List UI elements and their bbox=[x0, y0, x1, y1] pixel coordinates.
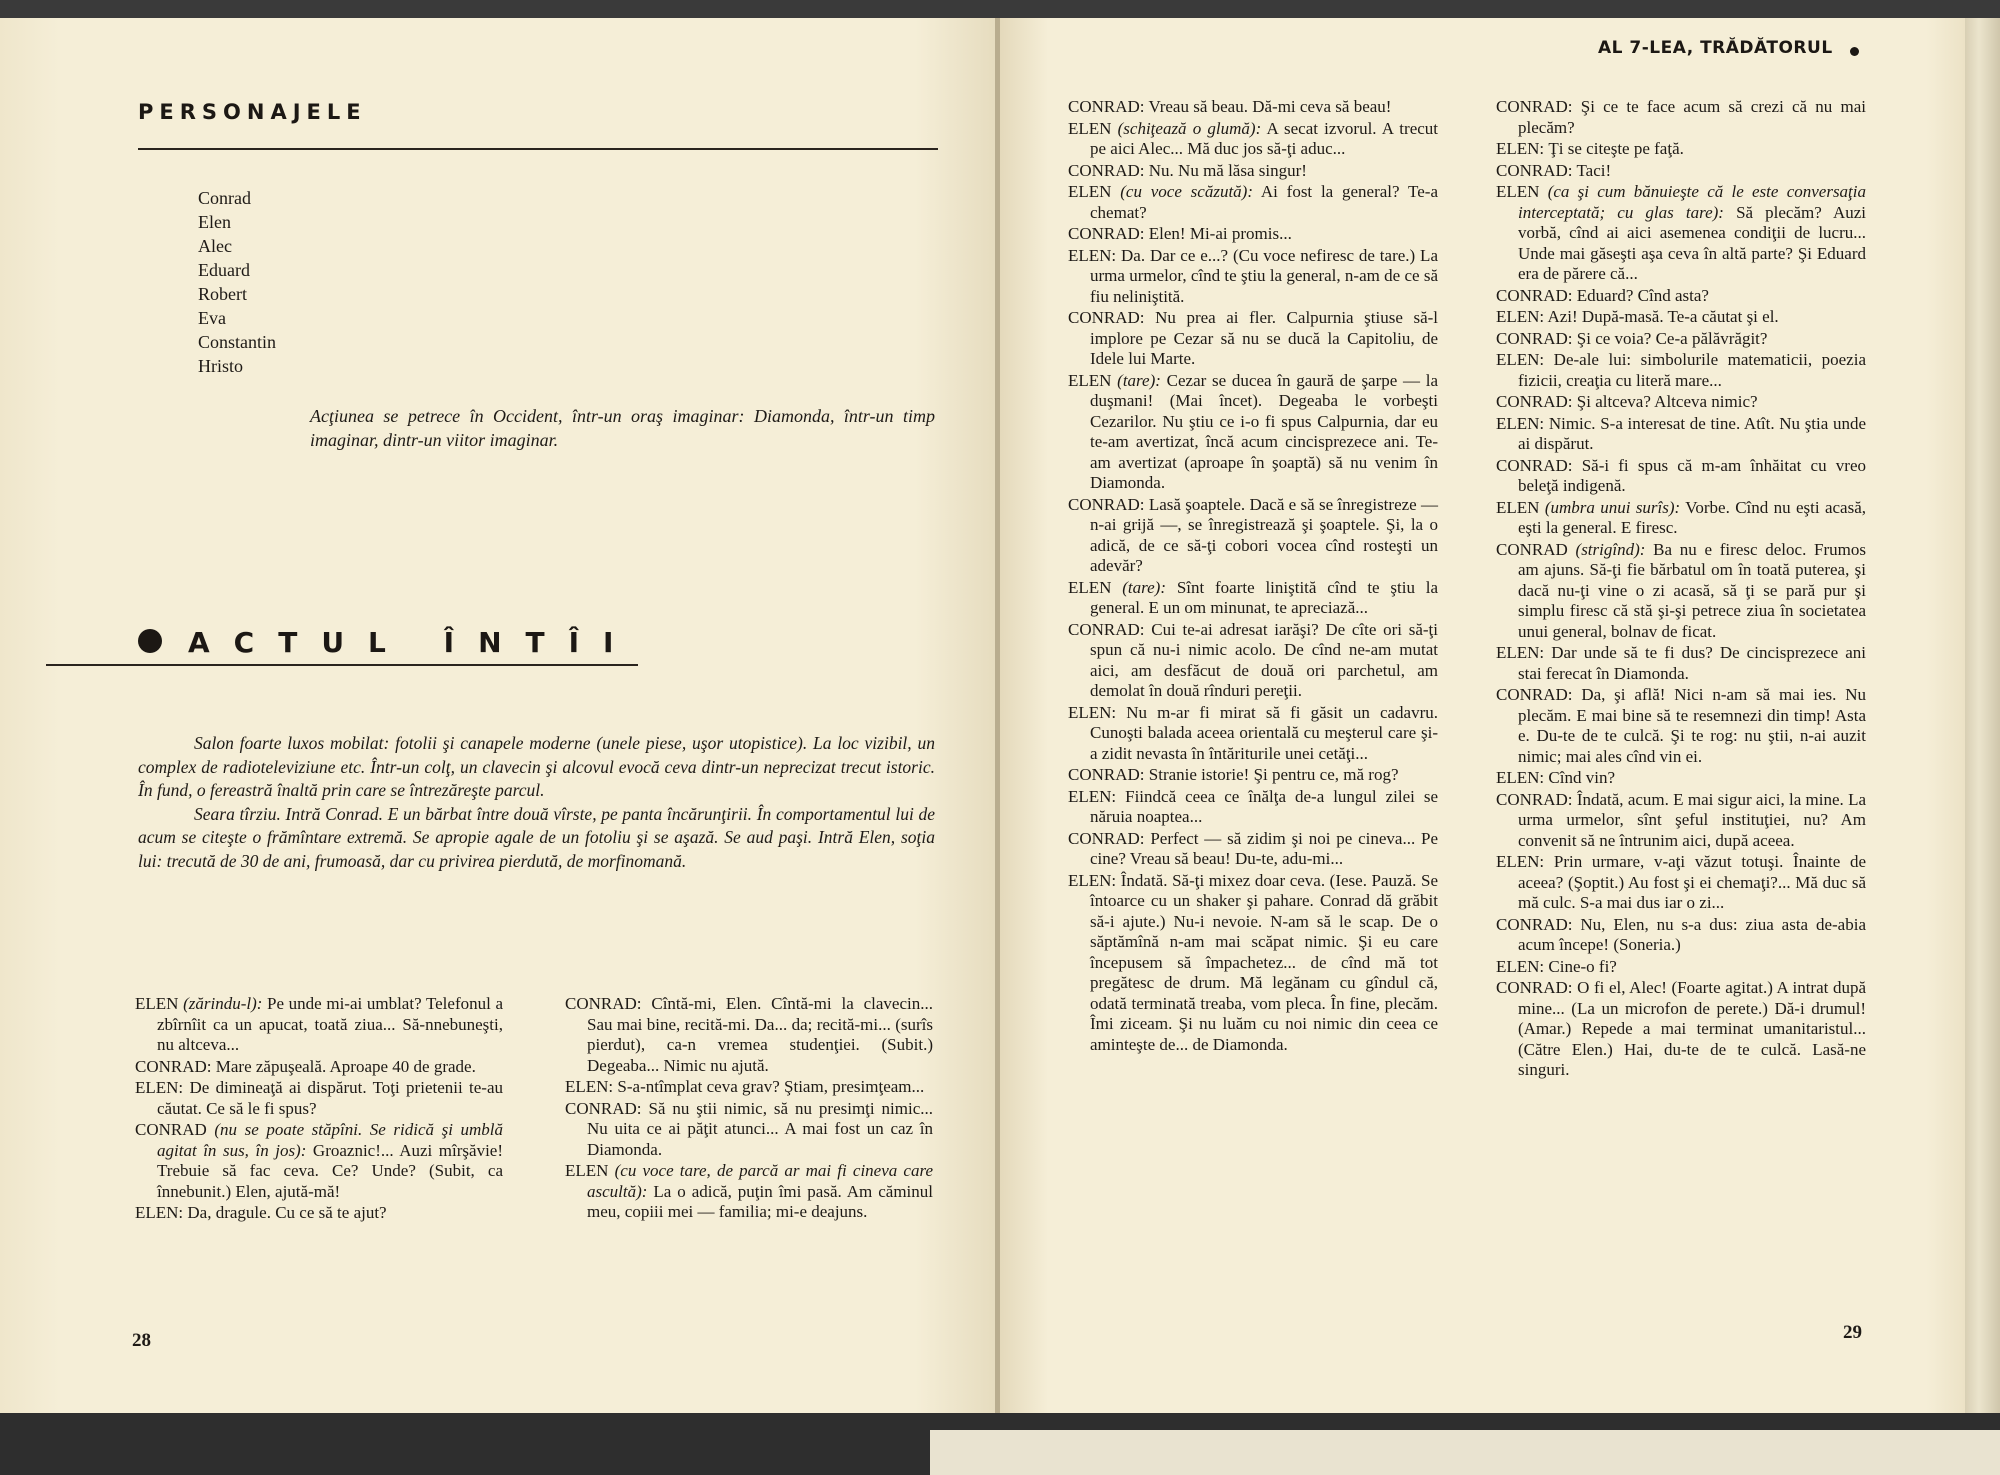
speaker-name: ELEN: bbox=[1068, 870, 1117, 890]
stage-direction: (zărindu-l): bbox=[183, 994, 263, 1013]
dialogue-line bbox=[1068, 182, 1438, 223]
dialogue-text: La o adică, puţin îmi pasă. Am căminul meu, copiii mei — familia; mi-e deajuns. bbox=[587, 1181, 933, 1221]
dialogue-line bbox=[1068, 829, 1438, 870]
dialogue-text: Nu. Nu mă lăsa singur! bbox=[1148, 160, 1307, 180]
stage-directions bbox=[138, 732, 935, 873]
act-bullet bbox=[138, 629, 162, 653]
dialogue-column-left-1 bbox=[135, 994, 503, 1225]
dialogue-line bbox=[1068, 161, 1438, 182]
dialogue-text: Mare zăpuşeală. Aproape 40 de grade. bbox=[215, 1056, 476, 1076]
dialogue-line bbox=[1496, 329, 1866, 350]
dialogue-line bbox=[1496, 414, 1866, 455]
dialogue-text: Cezar se ducea în gaură de şarpe — la duşmani! (Mai încet). Degeaba le vorbeşti Cezarilor. Nu ştiu ce i-o fi spus Calpurnia, dar eu te-am avertizat, încă acum cincisprezece ani. Te-am avertizat (aproape în şoaptă) să nu venim în Diamonda. bbox=[1090, 370, 1439, 492]
speaker-name: ELEN: bbox=[1496, 307, 1545, 326]
dialogue-text: Ai fost la general? Te-a chemat? bbox=[1090, 182, 1439, 222]
stage-direction: (umbra unui surîs): bbox=[1544, 497, 1681, 517]
speaker-name: CONRAD: bbox=[1068, 765, 1145, 784]
dialogue-line bbox=[565, 994, 933, 1076]
speaker-name: CONRAD: bbox=[1068, 308, 1145, 327]
speaker-name: ELEN bbox=[1068, 118, 1112, 138]
speaker-name: ELEN: bbox=[1496, 956, 1545, 976]
dialogue-line bbox=[1068, 765, 1438, 786]
dialogue-text: Şi ce te face acum să crezi că nu mai plecăm? bbox=[1518, 97, 1867, 137]
character-name: Hristo bbox=[198, 356, 243, 376]
speaker-name: ELEN bbox=[1496, 182, 1540, 201]
speaker-name: CONRAD: bbox=[1496, 97, 1573, 116]
dialogue-line bbox=[1496, 957, 1866, 978]
speaker-name: ELEN: bbox=[1068, 245, 1117, 265]
dialogue-line bbox=[135, 994, 503, 1056]
speaker-name: ELEN: bbox=[565, 1077, 614, 1096]
speaker-name: CONRAD: bbox=[1496, 685, 1573, 704]
dialogue-text: Cînd vin? bbox=[1548, 768, 1615, 787]
underlying-paper bbox=[930, 1430, 2000, 1475]
speaker-name: ELEN: bbox=[1496, 413, 1545, 433]
character-name: Alec bbox=[198, 236, 232, 256]
dialogue-line bbox=[1068, 246, 1438, 308]
dialogue-column-right-1 bbox=[1068, 97, 1438, 1056]
dialogue-line bbox=[1068, 787, 1438, 828]
character-list bbox=[198, 186, 276, 378]
dialogue-line bbox=[1496, 915, 1866, 956]
dialogue-line bbox=[135, 1057, 503, 1078]
dialogue-text: Taci! bbox=[1576, 160, 1612, 180]
dialogue-line bbox=[1496, 978, 1866, 1081]
dialogue-text: Nu m-ar fi mirat să fi găsit un cadavru. Cunoşti balada aceea orientală cu meşterul care şi-a zidit nevasta în întăriturile unei cetăţi... bbox=[1090, 702, 1439, 763]
dialogue-line bbox=[1496, 139, 1866, 160]
dialogue-text: Cine-o fi? bbox=[1548, 956, 1617, 976]
dialogue-line bbox=[1068, 308, 1438, 370]
speaker-name: ELEN: bbox=[1068, 702, 1117, 722]
dialogue-line bbox=[1068, 871, 1438, 1056]
dialogue-text: Ţi se citeşte pe faţă. bbox=[1548, 139, 1684, 158]
characters-heading: PERSONAJELE bbox=[138, 100, 367, 124]
dialogue-line bbox=[1068, 371, 1438, 494]
speaker-name: CONRAD: bbox=[1068, 224, 1145, 243]
dialogue-text: Pe unde mi-ai umblat? Telefonul a zbîrnîit ca un apucat, toată ziua... Să-nnebuneşti, nu altceva... bbox=[157, 994, 504, 1054]
speaker-name: ELEN: bbox=[135, 1203, 184, 1222]
speaker-name: ELEN: bbox=[1496, 350, 1545, 369]
dialogue-line bbox=[565, 1161, 933, 1223]
speaker-name: ELEN: bbox=[135, 1078, 184, 1097]
dialogue-text: Să-i fi spus că m-am înhăitat cu vreo beleţă indigenă. bbox=[1518, 455, 1866, 495]
dialogue-text: Nu prea ai fler. Calpurnia ştiuse să-l implore pe Cezar să nu se ducă la Capitoliu, de Idele lui Marte. bbox=[1090, 308, 1439, 368]
dialogue-text: Să nu ştii nimic, să nu presimţi nimic... Nu uita ce ai păţit atunci... A mai fost un caz în Diamonda. bbox=[587, 1098, 934, 1159]
speaker-name: CONRAD: bbox=[1496, 914, 1573, 934]
dialogue-line bbox=[565, 1099, 933, 1161]
speaker-name: CONRAD: bbox=[1496, 328, 1573, 348]
dialogue-text: Îndată. Să-ţi mixez doar ceva. (Iese. Pauză. Se întoarce cu un shaker şi pahare. Conrad dă grăbit să-i ajute.) Nu-i nevoie. N-am să le scap. De o săptămînă n-am mai scăpat nimic. Şi eu care începusem să împachetez... de cînd mă tot pregătesc de drum. Mă legănam cu gîndul că, odată terminată treaba, vom pleca. În fine, plecăm. Îmi ziceam. Şi nu luăm cu noi nimic din ceea ce aminteşte de... de Diamonda. bbox=[1090, 870, 1438, 1054]
dialogue-line bbox=[1068, 97, 1438, 118]
dialogue-line bbox=[1496, 350, 1866, 391]
speaker-name: ELEN: bbox=[1068, 786, 1117, 806]
dialogue-text: Fiindcă ceea ce înălţa de-a lungul zilei se năruia noaptea... bbox=[1090, 786, 1438, 826]
stage-paragraph: Seara tîrziu. Intră Conrad. E un bărbat între două vîrste, pe panta încărunţirii. În comportamentul lui de acum se citeşte o frămîntare extremă. Se apropie agale de un fotoliu şi se aşază. Se aud paşi. Intră Elen, soţia lui: trecută de 30 de ani, frumoasă, dar cu privirea pierdută, de morfinomană. bbox=[138, 803, 935, 871]
heading-rule bbox=[138, 148, 938, 150]
dialogue-line bbox=[1068, 578, 1438, 619]
dialogue-line bbox=[135, 1120, 503, 1202]
dialogue-text: Stranie istorie! Şi pentru ce, mă rog? bbox=[1148, 765, 1399, 784]
speaker-name: CONRAD: bbox=[1496, 160, 1573, 180]
speaker-name: CONRAD bbox=[135, 1120, 207, 1139]
stage-direction: (ca şi cum bănuieşte că le este conversaţia interceptată; cu glas tare): bbox=[1518, 182, 1867, 222]
speaker-name: ELEN: bbox=[1496, 852, 1545, 871]
dialogue-line bbox=[1496, 97, 1866, 138]
stage-direction: (strigînd): bbox=[1575, 539, 1646, 559]
page-number-left: 28 bbox=[132, 1330, 151, 1351]
dialogue-line bbox=[135, 1203, 503, 1224]
dialogue-text: De dimineaţă ai dispărut. Toţi prietenii te-au căutat. Ce să le fi spus? bbox=[157, 1078, 503, 1118]
running-head: AL 7-LEA, TRĂDĂTORUL bbox=[1598, 38, 1833, 58]
dialogue-line bbox=[1496, 182, 1866, 285]
dialogue-line bbox=[1068, 620, 1438, 702]
speaker-name: CONRAD: bbox=[1068, 97, 1145, 116]
speaker-name: CONRAD bbox=[1496, 539, 1568, 559]
speaker-name: CONRAD: bbox=[1496, 455, 1573, 475]
dialogue-text: Nimic. S-a interesat de tine. Atît. Nu ştia unde ai dispărut. bbox=[1518, 413, 1866, 453]
stage-direction: (schiţează o glumă): bbox=[1117, 118, 1262, 138]
stage-direction: (cu voce tare, de parcă ar mai fi cineva care ascultă): bbox=[587, 1161, 934, 1201]
dialogue-text: Da, dragule. Cu ce să te ajut? bbox=[187, 1203, 387, 1222]
character-name: Eduard bbox=[198, 260, 250, 280]
stage-paragraph: Salon foarte luxos mobilat: fotolii şi canapele moderne (unele piese, uşor utopistice). La loc vizibil, un complex de radioteleviziune etc. Într-un colţ, un clavecin şi alcovul evocă ceva dintr-un neprecizat trecut istoric. În fund, o fereastră înaltă prin care se întrezăreşte parcul. bbox=[138, 733, 935, 800]
dialogue-line bbox=[1068, 703, 1438, 765]
dialogue-line bbox=[1496, 161, 1866, 182]
dialogue-text: Perfect — să zidim şi noi pe cineva... Pe cine? Vreau să beau! Du-te, adu-mi... bbox=[1090, 828, 1439, 868]
dialogue-line bbox=[1496, 768, 1866, 789]
dialogue-text: Dar unde să te fi dus? De cincisprezece ani stai ferecat în Diamonda. bbox=[1518, 643, 1867, 683]
dialogue-text: Şi altceva? Altceva nimic? bbox=[1576, 392, 1758, 411]
dialogue-line bbox=[1496, 456, 1866, 497]
speaker-name: CONRAD: bbox=[1496, 789, 1573, 809]
dialogue-line bbox=[1496, 392, 1866, 413]
speaker-name: ELEN: bbox=[1496, 768, 1545, 787]
speaker-name: ELEN bbox=[1068, 370, 1112, 390]
dialogue-text: Vorbe. Cînd nu eşti acasă, eşti la general. E firesc. bbox=[1518, 497, 1867, 537]
dialogue-text: Eduard? Cînd asta? bbox=[1576, 285, 1709, 305]
speaker-name: ELEN bbox=[1496, 497, 1540, 517]
dialogue-text: Sînt foarte liniştită cînd te ştiu la general. E un om minunat, te apreciază... bbox=[1090, 577, 1439, 617]
speaker-name: CONRAD: bbox=[135, 1056, 212, 1076]
dialogue-text: Da. Dar ce e...? (Cu voce nefiresc de tare.) La urma urmelor, cînd te ştiu la general, n-am de ce să fiu neliniştită. bbox=[1090, 245, 1438, 306]
dialogue-text: O fi el, Alec! (Foarte agitat.) A intrat după mine... (La un microfon de perete.) Dă-i drumul! (Amar.) Repede a mai terminat umanitaristul... (Către Elen.) Hai, du-te de te culcă. Lasă-ne singuri. bbox=[1518, 978, 1867, 1079]
speaker-name: CONRAD: bbox=[565, 1098, 642, 1118]
dialogue-line bbox=[1496, 286, 1866, 307]
speaker-name: ELEN bbox=[1068, 577, 1112, 597]
speaker-name: CONRAD: bbox=[1068, 494, 1145, 514]
speaker-name: ELEN: bbox=[1496, 643, 1545, 662]
stage-direction: (cu voce scăzută): bbox=[1120, 182, 1253, 201]
character-name: Elen bbox=[198, 212, 231, 232]
dialogue-text: Cîntă-mi, Elen. Cîntă-mi la clavecin... Sau mai bine, recită-mi. Da... da; recită-mi... (surîs pierdut), ca-n vremea studenţiei. (Subit.) Degeaba... Nimic nu ajută. bbox=[587, 994, 933, 1075]
page-number-right: 29 bbox=[1843, 1322, 1862, 1343]
dialogue-line bbox=[1496, 685, 1866, 767]
page-edge bbox=[1965, 18, 2000, 1413]
speaker-name: CONRAD: bbox=[1068, 828, 1145, 848]
dialogue-text: Prin urmare, v-aţi văzut totuşi. Înainte de aceea? (Şoptit.) Au fost şi ei chemaţi?... Mă duc să mă culc. S-a mai dus iar o zi... bbox=[1518, 852, 1866, 912]
dialogue-column-left-2 bbox=[565, 994, 933, 1224]
dialogue-column-right-2 bbox=[1496, 97, 1866, 1082]
dialogue-text: Să plecăm? Auzi vorbă, cînd ai aici asemenea condiţii de lucru... Unde mai găseşti aşa ceva în altă parte? Şi Eduard era de părere că... bbox=[1518, 202, 1867, 283]
speaker-name: CONRAD: bbox=[1068, 619, 1145, 639]
dialogue-line bbox=[1496, 540, 1866, 643]
character-name: Eva bbox=[198, 308, 226, 328]
character-name: Conrad bbox=[198, 188, 251, 208]
dialogue-line bbox=[565, 1077, 933, 1098]
dialogue-text: Vreau să beau. Dă-mi ceva să beau! bbox=[1148, 97, 1392, 116]
dialogue-line bbox=[1496, 307, 1866, 328]
speaker-name: ELEN bbox=[135, 994, 179, 1013]
dialogue-text: Groaznic!... Auzi mîrşăvie! Trebuie să fac ceva. Ce? Unde? (Subit, ca înnebunit.) Elen, ajută-mă! bbox=[157, 1140, 503, 1201]
dialogue-text: Ba nu e firesc deloc. Frumos am ajuns. Să-ţi fie bărbatul om în toată puterea, şi dacă nu-ţi vine o zi acasă, să ţi se pară pur şi simplu firesc că stă şi-şi petrece ziua în societatea unui general, bolnav de ficat. bbox=[1518, 539, 1867, 641]
dialogue-line bbox=[1496, 643, 1866, 684]
speaker-name: ELEN bbox=[1068, 182, 1112, 201]
dialogue-text: Şi ce voia? Ce-a pălăvrăgit? bbox=[1576, 328, 1768, 348]
dialogue-text: Elen! Mi-ai promis... bbox=[1148, 224, 1292, 243]
speaker-name: CONRAD: bbox=[1496, 285, 1573, 305]
character-name: Robert bbox=[198, 284, 247, 304]
speaker-name: CONRAD: bbox=[1068, 160, 1145, 180]
dialogue-line bbox=[1068, 224, 1438, 245]
act-rule bbox=[46, 664, 638, 666]
speaker-name: CONRAD: bbox=[565, 994, 642, 1013]
dialogue-line bbox=[1068, 495, 1438, 577]
dialogue-text: S-a-ntîmplat ceva grav? Ştiam, presimţeam... bbox=[617, 1077, 925, 1096]
dialogue-text: Da, şi află! Nici n-am să mai ies. Nu plecăm. E mai bine să te resemnezi din timp! Asta e. Du-te de te culcă. Şi te rog: nu ştii, n-ai auzit nimic; mai ales cînd vin ei. bbox=[1518, 685, 1866, 766]
stage-direction: (tare): bbox=[1117, 370, 1161, 390]
dialogue-text: Cui te-ai adresat iarăşi? De cîte ori să-ţi spun că nu-i nimic acolo. De cînd ne-am mutat aici, am desfăcut de două ori parchetul, am demolat în două rînduri pereţii. bbox=[1090, 619, 1438, 700]
setting-note: Acţiunea se petrece în Occident, într-un oraş imaginar: Diamonda, într-un timp imaginar, dintr-un viitor imaginar. bbox=[310, 406, 935, 450]
speaker-name: CONRAD: bbox=[1496, 978, 1573, 997]
stage-direction: (tare): bbox=[1122, 577, 1166, 597]
dialogue-line bbox=[1496, 852, 1866, 914]
dialogue-line bbox=[135, 1078, 503, 1119]
dialogue-text: Nu, Elen, nu s-a dus: ziua asta de-abia acum începe! (Soneria.) bbox=[1518, 914, 1866, 954]
speaker-name: ELEN bbox=[565, 1161, 609, 1180]
running-head-bullet bbox=[1850, 47, 1859, 56]
dialogue-text: Îndată, acum. E mai sigur aici, la mine. La urma urmelor, sînt şeful instituţiei, nu? Am convenit să ne întrunim aici, după aceea. bbox=[1518, 789, 1866, 850]
dialogue-text: De-ale lui: simbolurile matematicii, poezia fizicii, creaţia cu literă mare... bbox=[1518, 350, 1866, 390]
speaker-name: CONRAD: bbox=[1496, 392, 1573, 411]
act-title: ACTUL ÎNTÎI bbox=[188, 626, 638, 659]
dialogue-line bbox=[1068, 119, 1438, 160]
dialogue-text: Azi! După-masă. Te-a căutat şi el. bbox=[1547, 307, 1779, 326]
character-name: Constantin bbox=[198, 332, 277, 352]
speaker-name: ELEN: bbox=[1496, 139, 1545, 158]
dialogue-text: Lasă şoaptele. Dacă e să se înregistreze — n-ai grijă —, se înregistrează şi şoaptele. Şi, la o adică, de ce să-ţi cobori vocea cînd rosteşti un adevăr? bbox=[1090, 494, 1438, 575]
dialogue-text: A secat izvorul. A trecut pe aici Alec... Mă duc jos să-ţi aduc... bbox=[1090, 118, 1439, 158]
stage-direction: (nu se poate stăpîni. Se ridică şi umblă agitat în sus, în jos): bbox=[157, 1120, 503, 1160]
dialogue-line bbox=[1496, 790, 1866, 852]
dialogue-line bbox=[1496, 498, 1866, 539]
